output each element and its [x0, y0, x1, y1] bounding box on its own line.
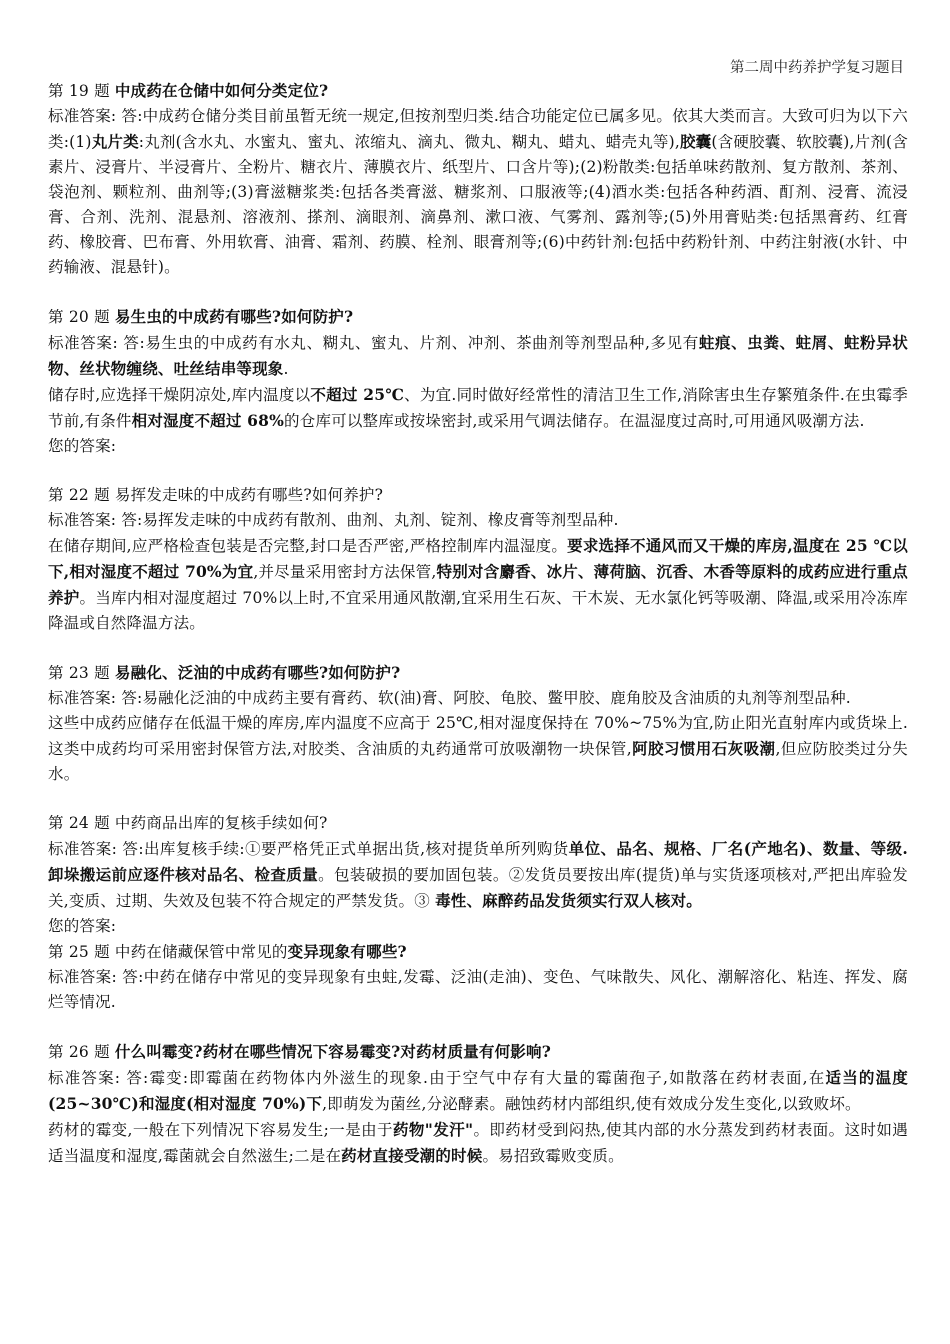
question-title-text: 中药商品出库的复核手续如何? [114, 814, 328, 832]
answer-emphasis: 胶囊 [679, 132, 712, 151]
question-number: 第 24 题 [48, 814, 110, 832]
answer-text: 药材的霉变,一般在下列情况下容易发生;一是由于 [48, 1121, 393, 1139]
answer-emphasis: 毒性、麻醉药品发货须实行双人核对。 [435, 891, 702, 910]
question-number: 第 19 题 [48, 82, 110, 100]
question-number: 第 23 题 [48, 664, 110, 682]
answer-emphasis: 药材直接受潮的时候 [341, 1146, 483, 1165]
question-title [48, 1039, 908, 1065]
question-number: 第 25 题 [48, 943, 110, 961]
question-block [48, 660, 908, 787]
standard-answer [48, 1065, 908, 1117]
question-title [48, 304, 908, 330]
question-title [48, 483, 908, 508]
question-block [48, 1039, 908, 1169]
answer-emphasis: 丸片类 [91, 132, 139, 151]
answer-text: 、为宜.同时做好经常性的清洁卫生工作,消除害虫生存繁殖条件.在虫霉季节前,有条件 [48, 386, 908, 430]
answer-text: 标准答案: 答:易挥发走味的中成药有散剂、曲剂、丸剂、锭剂、橡皮膏等剂型品种. [48, 511, 619, 529]
answer-text: 标准答案: 答:易生虫的中成药有水丸、糊丸、蜜丸、片剂、冲剂、茶曲剂等剂型品种,多见有 [48, 334, 699, 352]
answer-text: 储存时,应选择干燥阴凉处,库内温度以 [48, 386, 311, 404]
question-title-text: 什么叫霉变?药材在哪些情况下容易霉变?对药材质量有何影响? [114, 1042, 551, 1061]
answer-text: 标准答案: 答:中药在储存中常见的变异现象有虫蛀,发霉、泛油(走油)、变色、气味散失、风化、潮解溶化、粘连、挥发、腐烂等情况. [48, 968, 908, 1011]
answer-text: . [283, 360, 289, 378]
question-title-prefix: 中药在储藏保管中常见的 [114, 943, 288, 961]
question-title-text: 的中成药有哪些?如何防护? [209, 663, 401, 682]
answer-text: (含硬胶囊、软胶囊),片剂(含素片、浸膏片、半浸膏片、全粉片、糖衣片、薄膜衣片、纸型片、口含片等);(2)粉散类:包括单味药散剂、复方散剂、茶剂、袋泡剂、颗粒剂、曲剂等;(3)膏滋糖浆类:包括各类膏滋、糖浆剂、口服液等;(4)酒水类:包括各种药酒、酊剂、浸膏、流浸膏、合剂、洗剂、混悬剂、溶液剂、搽剂、滴眼剂、滴鼻剂、漱口液、气雾剂、露剂等;(5)外用膏贴类:包括黑膏药、红膏药、橡胶膏、巴布膏、外用软膏、油膏、霜剂、药膜、栓剂、眼膏剂等;(6)中药针剂:包括中药粉针剂、中药注射液(水针、中药输液、混悬针)。 [48, 133, 908, 276]
answer-text: ,并尽量采用密封方法保管, [253, 563, 437, 581]
question-title [48, 660, 908, 686]
question-block [48, 811, 908, 939]
question-block [48, 939, 908, 1015]
question-block [48, 483, 908, 636]
answer-emphasis: 阿胶习惯用石灰吸潮 [631, 739, 776, 758]
answer-emphasis: 适当的温度(25~30℃)和湿度(相对湿度 70%)下 [48, 1068, 908, 1113]
question-title [48, 811, 908, 836]
answer-emphasis: 蛀痕、虫粪、蛀屑、蛀粉异状物、丝状物缠绕、吐丝结串等现象 [48, 333, 908, 378]
answer-emphasis: 要求选择不通风而又干燥的库房,温度在 25 ℃以下,相对湿度不超过 70%为宜 [48, 536, 908, 581]
question-title-text: 易挥发走味的中成药有哪些?如何养护? [114, 486, 384, 504]
answer-text: 在储存期间,应严格检查包装是否完整,封口是否严密,严格控制库内温湿度。 [48, 537, 568, 555]
page-header: 第二周中药养护学复习题目 [730, 60, 904, 76]
your-answer-label: 您的答案: [48, 917, 117, 935]
standard-answer [48, 836, 908, 914]
answer-paragraph [48, 711, 908, 787]
answer-text: 标准答案: 答:中成药仓储分类目前虽暂无统一规定,但按剂型归类.结合功能定位已属多见。依其大类而言。大致可归为以下六类:(1) [48, 107, 908, 151]
standard-answer [48, 508, 908, 533]
question-title-text: 中成药在仓储中如何分类定位? [114, 81, 329, 100]
answer-paragraph [48, 382, 908, 434]
answer-text: 。即药材受到闷热,使其内部的水分蒸发到药材表面。这时如遇适当温度和湿度,霉菌就会自然滋生;二是在 [48, 1121, 908, 1165]
answer-emphasis: 特别对含麝香、冰片、薄荷脑、沉香、木香等原料的成药应进行重点养护 [48, 562, 908, 607]
answer-text: ,即萌发为菌丝,分泌酵素。融蚀药材内部组织,使有效成分发生变化,以致败坏。 [322, 1095, 861, 1113]
answer-paragraph [48, 1117, 908, 1169]
standard-answer [48, 686, 908, 711]
question-number: 第 22 题 [48, 486, 110, 504]
question-block [48, 304, 908, 459]
answer-emphasis: 不超过 25℃ [310, 385, 405, 404]
standard-answer [48, 104, 908, 280]
answer-text: 。当库内相对湿度超过 70%以上时,不宜采用通风散潮,宜采用生石灰、干木炭、无水氯化钙等吸潮、降温,或采用冷冻库降温或自然降温方法。 [48, 589, 908, 632]
question-title [48, 939, 908, 965]
answer-paragraph [48, 533, 908, 636]
answer-text: :丸剂(含水丸、水蜜丸、蜜丸、浓缩丸、滴丸、微丸、糊丸、蜡丸、蜡壳丸等), [138, 133, 680, 151]
question-title-bold: 易融化、泛油 [114, 663, 210, 682]
answer-text: 这些中成药应储存在低温干燥的库房,库内温度不应高于 25℃,相对湿度保持在 70%~75%为宜,防止阳光直射库内或货垛上.这类中成药均可采用密封保管方法,对胶类、含油质的丸药通常可放吸潮物一块保管, [48, 714, 908, 758]
answer-text: 的仓库可以整库或按垛密封,或采用气调法储存。在温湿度过高时,可用通风吸潮方法. [284, 412, 865, 430]
question-title-text: 变异现象有哪些? [287, 942, 407, 961]
question-block [48, 78, 908, 280]
answer-emphasis: 药物"发汗" [392, 1120, 474, 1139]
answer-emphasis: 相对湿度不超过 68% [131, 411, 285, 430]
answer-emphasis: 单位、品名、规格、厂名(产地名)、数量、等级.卸垛搬运前应逐件核对品名、检查质量 [48, 839, 908, 884]
question-title [48, 78, 908, 104]
answer-text: ,但应防胶类过分失水。 [48, 740, 908, 783]
your-answer-label: 您的答案: [48, 437, 117, 455]
standard-answer [48, 965, 908, 1015]
answer-text: 标准答案: 答:霉变:即霉菌在药物体内外滋生的现象.由于空气中存有大量的霉菌孢子,如散落在药材表面,在 [48, 1069, 826, 1087]
question-number: 第 26 题 [48, 1043, 110, 1061]
answer-text: 标准答案: 答:出库复核手续:①要严格凭正式单据出货,核对提货单所列购货 [48, 840, 569, 858]
document-body [48, 78, 908, 1193]
answer-text: 标准答案: 答:易融化泛油的中成药主要有膏药、软(油)膏、阿胶、龟胶、鳖甲胶、鹿角胶及含油质的丸剂等剂型品种. [48, 689, 851, 707]
standard-answer [48, 330, 908, 382]
answer-text: 。易招致霉败变质。 [482, 1147, 624, 1165]
question-number: 第 20 题 [48, 308, 110, 326]
question-title-text: 易生虫的中成药有哪些?如何防护? [114, 307, 354, 326]
answer-text: 。包装破损的要加固包装。②发货员要按出库(提货)单与实货逐项核对,严把出库验发关,变质、过期、失效及包装不符合规定的严禁发货。③ [48, 866, 908, 910]
